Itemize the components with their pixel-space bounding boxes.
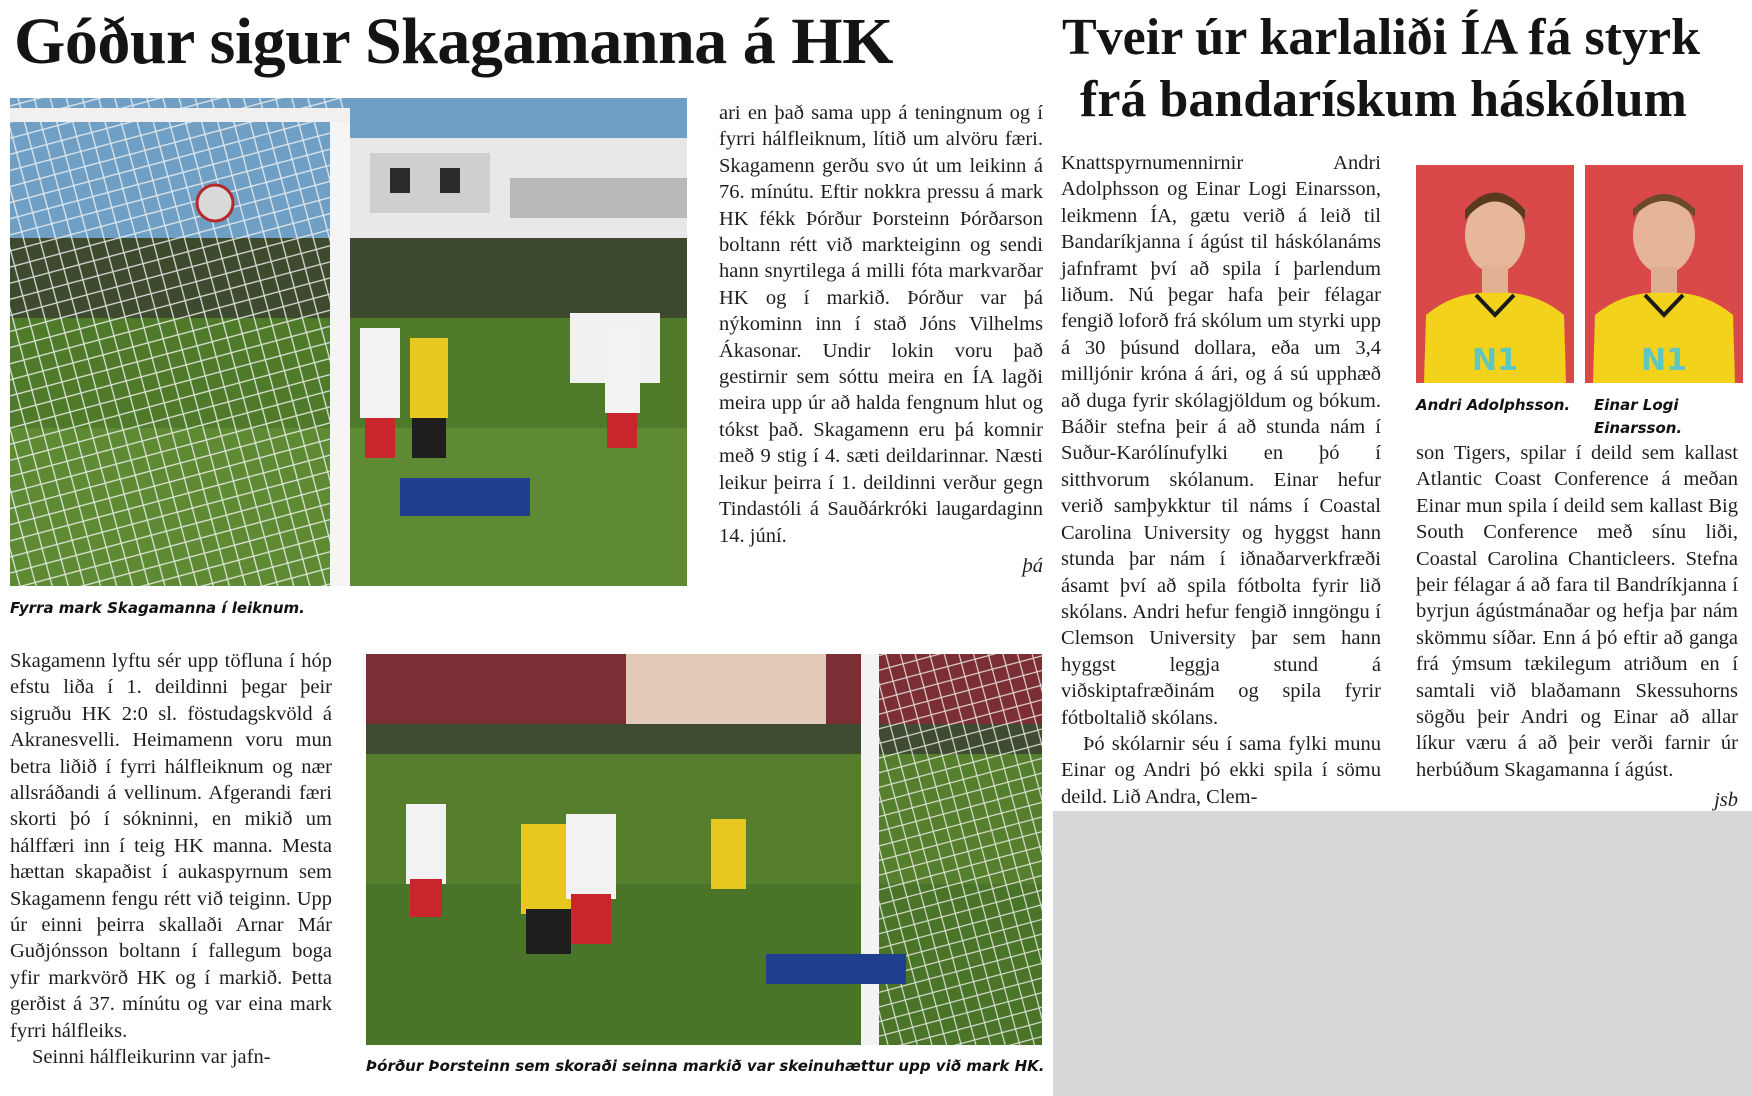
headline-right-line2: frá bandarískum háskólum	[1080, 71, 1687, 128]
portrait1-shirt-text: N1	[1472, 343, 1518, 378]
photo-goal-celebration	[10, 98, 687, 586]
right-article-signature: jsb	[1714, 789, 1738, 812]
left-article-mid-paragraph: ari en það sama upp á teningnum og í fyrri hálfleiknum, lítið um alvöru færi. Skagamenn gerðu svo út um leikinn á 76. mínútu. Eftir nokkra pressu á mark HK fékk Þórður Þorsteinn Þórðarson boltann rétt við markteiginn og sendi hann snyrtilega á milli fóta markvarðar HK og í markið. Þórður var þá nýkominn inn í stað Jóns Vilhelms Ákasonar. Undir lokin voru það gestirnir sem sóttu meira en ÍA lagði meira upp úr að halda fengnum hlut og tókst það. Skagamenn eru þá komnir með 9 stig í 4. sæti deildarinnar. Næsti leikur þeirra í 1. deildinni verður gegn Tindastóli á Sauðárkróki laugardaginn 14. júní.	[719, 102, 1043, 547]
right-article-col-2	[1416, 440, 1738, 814]
photo2-caption: Þórður Þorsteinn sem skoraði seinna markið var skeinuhættur upp við mark HK.	[366, 1057, 1045, 1075]
photo-second-goal	[366, 654, 1042, 1045]
right-article-col1-paragraph: Knattspyrnumennirnir Andri Adolphsson og Einar Logi Einarsson, leikmenn ÍA, gætu verið á leið til Bandaríkjanna í ágúst til háskólanáms jafnframt því að spila í þarlendum liðum. Nú þegar hafa þeir félagar fengið loforð frá skólum um styrki upp á 30 þúsund dollara, eða um 3,4 milljónir króna á ári, og á sú upphæð að duga fyrir skólagjöldum og bókum. Báðir stefna þeir á að stunda nám í Suður-Karólínufylki en þó í sitthvorum skólanum. Einar hefur verið samþykktur til náms í Coastal Carolina University og hyggst hann stunda þar nám í iðnaðarverkfræði ásamt því að spila fótbolta fyrir lið skólans. Andri hefur fengið inngöngu í Clemson University þar sem hann hyggst leggja stund á viðskiptafræðinám og spila fyrir fótboltalið skólans.	[1061, 152, 1381, 729]
right-article-col1-paragraph-2: Þó skólarnir séu í sama fylki munu Einar og Andri þó ekki spila í sömu deild. Lið Andra, Clem-	[1061, 732, 1381, 808]
left-article-col-mid	[719, 100, 1043, 579]
portrait-andri-adolphsson	[1416, 165, 1574, 383]
right-article-col-1	[1061, 150, 1381, 810]
left-article-left-paragraph: Skagamenn lyftu sér upp töfluna í hóp efstu liða í 1. deildinni þegar þeir sigruðu HK 2:0 sl. föstudagskvöld á Akranesvelli. Heimamenn voru mun betra liðið í fyrri hálfleiknum og nær allsráðandi á vellinum. Afgerandi færi skorti þó í sókninni, en mikið um hálffæri inn í teig HK manna. Mesta hættan skapaðist í aukaspyrnum sem Skagamenn fengu rétt við teiginn. Upp úr einni þeirra skallaði Arnar Már Guðjónsson boltann í fallegum boga yfir markvörð HK og í markið. Þetta gerðist á 37. mínútu og var eina mark fyrri hálfleiks.	[10, 650, 332, 1042]
right-article-col2-paragraph: son Tigers, spilar í deild sem kallast Atlantic Coast Conference á meðan Einar mun spila í deild sem kallast Big South Conference með sínu liði, Coastal Carolina Chanticleers. Stefna þeir félagar á að fara til Bandríkjanna í byrjun ágústmánaðar og hefja þar nám skömmu síðar. Enn á þó eftir að ganga frá ýmsum tækilegum atriðum en í samtali við blaðamann Skessuhorns sögðu þeir Andri og Einar að allar líkur væru á að þeir verði farnir úr herbúðum Skagamanna í ágúst.	[1416, 442, 1738, 781]
grey-advert-area	[1053, 811, 1752, 1096]
left-article-col-left	[10, 648, 332, 1071]
portrait-einar-logi-einarsson	[1585, 165, 1743, 383]
photo1-caption: Fyrra mark Skagamanna í leiknum.	[10, 599, 305, 617]
portrait1-caption: Andri Adolphsson.	[1416, 396, 1571, 414]
left-article-left-paragraph-2: Seinni hálfleikurinn var jafn-	[32, 1046, 271, 1069]
left-article-signature: þá	[1022, 554, 1043, 577]
headline-left: Góður sigur Skagamanna á HK	[14, 5, 893, 78]
portrait2-caption-line2: Einarsson.	[1594, 419, 1683, 437]
headline-right-line1: Tveir úr karlaliði ÍA fá styrk	[1062, 9, 1700, 66]
portrait2-shirt-text: N1	[1641, 343, 1687, 378]
portrait2-caption-line1: Einar Logi	[1594, 396, 1679, 414]
